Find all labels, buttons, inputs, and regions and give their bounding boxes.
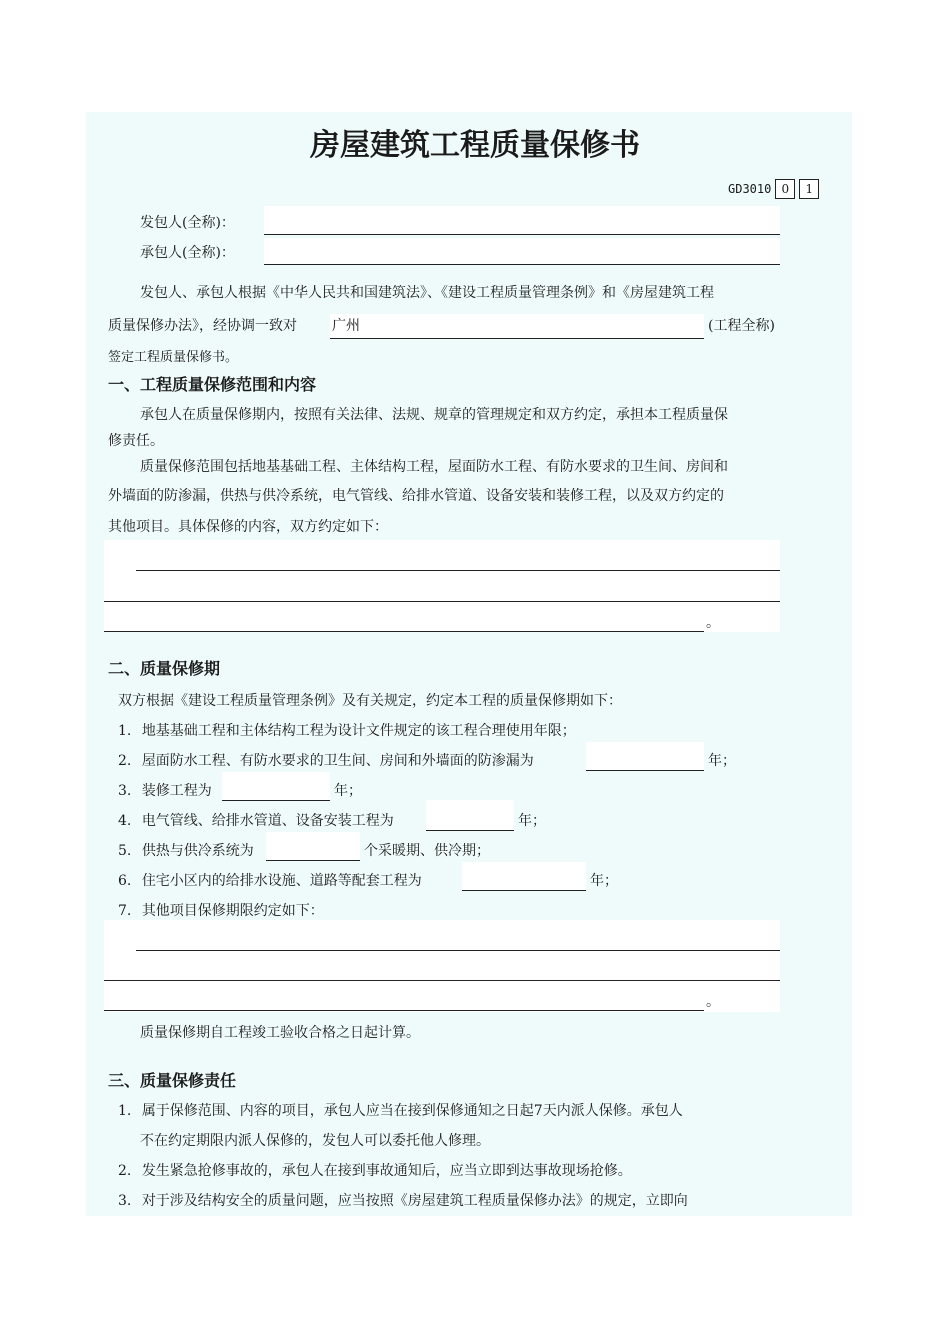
section-2-item-6 — [118, 872, 422, 890]
item-number: 4. — [118, 813, 132, 829]
form-code-box-1[interactable]: 0 — [775, 179, 795, 199]
decoration-years-line[interactable] — [222, 800, 330, 801]
section-1-p2-line1: 质量保修范围包括地基基础工程、主体结构工程，屋面防水工程、有防水要求的卫生间、房间和 — [140, 459, 728, 475]
section-2-intro: 双方根据《建设工程质量管理条例》及有关规定，约定本工程的质量保修期如下： — [118, 693, 622, 709]
item-number: 6. — [118, 873, 132, 889]
item-text: 发生紧急抢修事故的，承包人在接到事故通知后，应当立即到达事故现场抢修。 — [141, 1163, 632, 1179]
electrical-years-input[interactable] — [426, 800, 514, 830]
item-6-suffix: 年； — [590, 873, 618, 889]
roof-waterproof-years-line[interactable] — [586, 770, 704, 771]
facilities-years-input[interactable] — [462, 862, 586, 890]
item-number: 7. — [118, 903, 132, 919]
section-1-p1-line2: 修责任。 — [108, 433, 164, 449]
intro-line-2-suffix: (工程全称) — [708, 318, 775, 334]
section-2-item-1 — [118, 722, 576, 740]
section-1-p2-line2: 外墙面的防渗漏，供热与供冷系统，电气管线、给排水管道、设备安装和装修工程，以及双方约定的 — [108, 488, 724, 504]
item-4-suffix: 年； — [518, 813, 546, 829]
project-name-line[interactable] — [330, 338, 704, 339]
section-2-item-4 — [118, 812, 394, 830]
other-items-line-3[interactable] — [104, 1010, 704, 1011]
item-text: 电气管线、给排水管道、设备安装工程为 — [141, 813, 394, 829]
contractor-label: 承包人(全称)： — [140, 245, 235, 261]
facilities-years-line[interactable] — [462, 890, 586, 891]
section-2-item-5 — [118, 842, 254, 860]
item-2-suffix: 年； — [708, 753, 736, 769]
item-number: 2. — [118, 1163, 132, 1179]
section-3-item-3 — [118, 1192, 688, 1210]
item-number: 3. — [118, 783, 132, 799]
document-title: 房屋建筑工程质量保修书 — [310, 128, 640, 163]
issuer-input-area[interactable] — [264, 206, 780, 234]
other-items-line-2[interactable] — [104, 980, 780, 981]
section-2-heading: 二、质量保修期 — [108, 659, 221, 678]
item-text: 其他项目保修期限约定如下： — [141, 903, 324, 919]
item-text: 住宅小区内的给排水设施、道路等配套工程为 — [141, 873, 422, 889]
section-2-item-3 — [118, 782, 212, 800]
item-number: 1. — [118, 1103, 132, 1119]
form-code-box-2[interactable]: 1 — [799, 179, 819, 199]
contractor-field-line[interactable] — [264, 264, 780, 265]
section-2-item-7 — [118, 902, 324, 920]
section-1-p2-line3: 其他项目。具体保修的内容，双方约定如下： — [108, 519, 388, 535]
section-1-content-line-3[interactable] — [104, 631, 704, 632]
electrical-years-line[interactable] — [426, 830, 514, 831]
issuer-field-line[interactable] — [264, 234, 780, 235]
item-text: 供热与供冷系统为 — [141, 843, 254, 859]
section-2-item-2 — [118, 752, 534, 770]
contractor-input-area[interactable] — [264, 238, 780, 264]
project-name-value[interactable]: 广州 — [332, 318, 360, 334]
item-number: 2. — [118, 753, 132, 769]
section-1-heading: 一、工程质量保修范围和内容 — [108, 375, 317, 394]
item-text: 属于保修范围、内容的项目，承包人应当在接到保修通知之日起7天内派人保修。承包人 — [141, 1103, 683, 1119]
section-3-item-2 — [118, 1162, 632, 1180]
heating-periods-line[interactable] — [266, 860, 360, 861]
section-1-p1-line1: 承包人在质量保修期内，按照有关法律、法规、规章的管理规定和双方约定，承担本工程质量保 — [140, 407, 728, 423]
section-1-end-mark: 。 — [706, 615, 720, 631]
form-code-prefix: GD3010 — [728, 182, 772, 196]
item-text: 屋面防水工程、有防水要求的卫生间、房间和外墙面的防渗漏为 — [141, 753, 534, 769]
section-1-content-area[interactable] — [104, 540, 780, 632]
item-number: 5. — [118, 843, 132, 859]
section-3-heading: 三、质量保修责任 — [108, 1071, 237, 1090]
intro-line-2-prefix: 质量保修办法》，经协调一致对 — [108, 318, 297, 334]
roof-waterproof-years-input[interactable] — [586, 742, 704, 770]
section-3-item-1 — [118, 1102, 683, 1120]
section-2-end-mark: 。 — [706, 994, 720, 1010]
issuer-label: 发包人(全称)： — [140, 215, 235, 231]
section-1-content-line-2[interactable] — [104, 601, 780, 602]
item-3-suffix: 年； — [334, 783, 362, 799]
item-text: 地基基础工程和主体结构工程为设计文件规定的该工程合理使用年限； — [141, 723, 576, 739]
item-text: 对于涉及结构安全的质量问题，应当按照《房屋建筑工程质量保修办法》的规定，立即向 — [141, 1193, 688, 1209]
intro-line-3: 签定工程质量保修书。 — [108, 350, 239, 365]
item-number: 3. — [118, 1193, 132, 1209]
decoration-years-input[interactable] — [222, 772, 330, 800]
item-5-suffix: 个采暖期、供冷期； — [364, 843, 490, 859]
item-text: 装修工程为 — [141, 783, 212, 799]
heating-periods-input[interactable] — [266, 832, 360, 860]
intro-line-1: 发包人、承包人根据《中华人民共和国建筑法》、《建设工程质量管理条例》和《房屋建筑工程 — [140, 285, 714, 301]
section-3-item-1-line2: 不在约定期限内派人保修的，发包人可以委托他人修理。 — [140, 1133, 490, 1149]
section-2-closing: 质量保修期自工程竣工验收合格之日起计算。 — [140, 1025, 420, 1041]
section-1-content-line-1[interactable] — [136, 570, 780, 571]
other-items-content-area[interactable] — [104, 920, 780, 1012]
project-name-input-area[interactable] — [330, 314, 704, 338]
item-number: 1. — [118, 723, 132, 739]
form-code — [728, 178, 819, 199]
other-items-line-1[interactable] — [136, 950, 780, 951]
